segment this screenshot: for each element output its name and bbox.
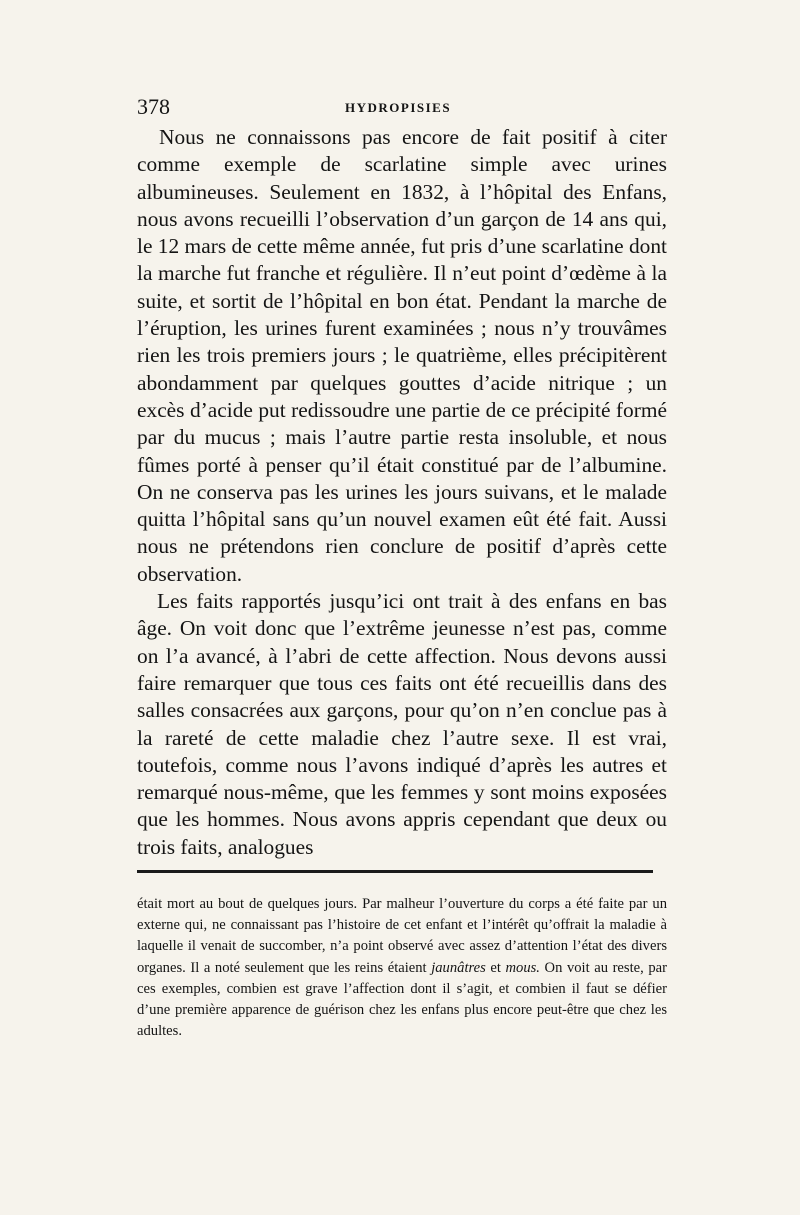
footnote-rule — [137, 870, 653, 873]
paragraph-2: Les faits rapportés jusqu’ici ont trait à des enfans en bas âge. On voit donc que l’extrême jeunesse n’est pas, comme on l’a avancé, à l’abri de cette affection. Nous devons aussi faire remarquer que tous ces faits ont été recueillis dans des salles consacrées aux garçons, pour qu’on n’en conclue pas à la rareté de cette maladie chez l’autre sexe. Il est vrai, toutefois, comme nous l’avons indiqué d’après les autres et remarqué nous-même, que les femmes y sont moins exposées que les hommes. Nous avons appris cependant que deux ou trois faits, analogues — [137, 589, 667, 859]
footnote-paragraph — [137, 894, 667, 1042]
footnote — [137, 894, 667, 1042]
footnote-text-end: On voit au reste, par ces exemples, combien est grave l’affection dont il s’agit, et combien il faut se défier d’une première apparence de guérison chez les enfans plus encore peut-être que chez les adultes. — [137, 959, 667, 1040]
page-header — [135, 94, 667, 124]
footnote-text-middle: et — [485, 959, 506, 976]
main-text — [137, 124, 667, 861]
running-title: HYDROPISIES — [345, 100, 452, 115]
footnote-italic-mous: mous. — [505, 959, 540, 976]
footnote-text-start: était mort au bout de quelques jours. Par malheur l’ouverture du corps a été faite par un externe qui, ne connaissant pas l’histoire de cet enfant et l’intérêt qu’offrait la maladie à laquelle il venait de succomber, n’a point observé avec assez d’attention l’état des divers organes. Il a noté seulement que les reins étaient — [137, 896, 667, 976]
footnote-italic-jaunatres: jaunâtres — [431, 959, 486, 976]
paragraph-1: Nous ne connaissons pas encore de fait positif à citer comme exemple de scarlatine simple avec urines albumineuses. Seulement en 1832, à l’hôpital des Enfans, nous avons recueilli l’observation d’un garçon de 14 ans qui, le 12 mars de cette même année, fut pris d’une scarlatine dont la marche fut franche et régulière. Il n’eut point d’œdème à la suite, et sortit de l’hôpital en bon état. Pendant la marche de l’éruption, les urines furent examinées ; nous n’y trouvâmes rien les trois premiers jours ; le quatrième, elles précipitèrent abondamment par quelques gouttes d’acide nitrique ; un excès d’acide put redissoudre une partie de ce précipité formé par du mucus ; mais l’autre partie resta insoluble, et nous fûmes porté à penser qu’il était constitué par de l’albumine. On ne conserva pas les urines les jours suivans, et le malade quitta l’hôpital sans qu’un nouvel examen eût été fait. Aussi nous ne prétendons rien conclure de positif d’après cette observation. — [137, 125, 667, 586]
page-number: 378 — [137, 94, 170, 119]
